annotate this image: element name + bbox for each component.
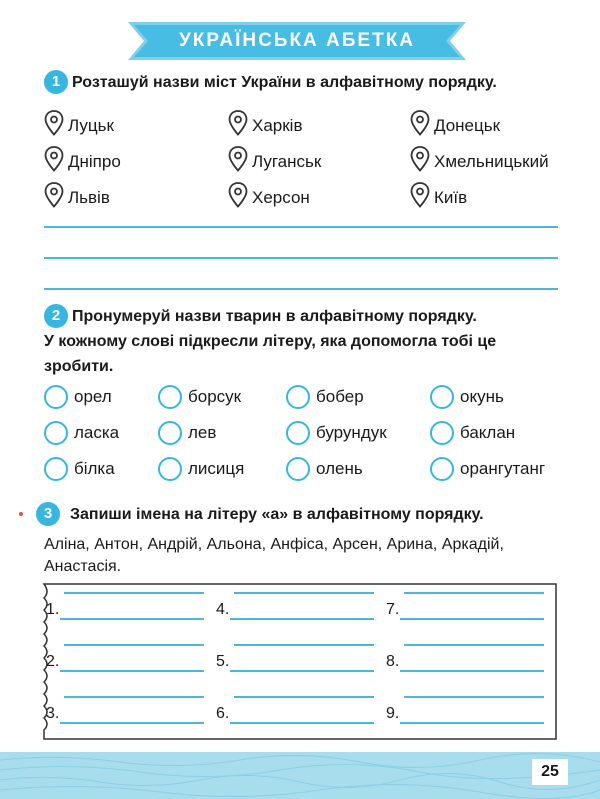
city-name: Луганськ: [252, 152, 322, 171]
animal-name: орел: [74, 387, 112, 406]
map-pin-icon: [44, 146, 64, 172]
margin-dot: [19, 512, 23, 516]
write-line[interactable]: [404, 592, 544, 594]
answer-line: [44, 257, 558, 259]
animal-name: білка: [74, 459, 115, 478]
write-line[interactable]: [234, 644, 374, 646]
task-1-badge: 1: [44, 70, 68, 94]
task-2-line-2: У кожному слові підкресли літеру, яка допомогла тобі це: [44, 333, 497, 350]
write-line[interactable]: [230, 618, 374, 620]
number-circle[interactable]: [286, 457, 310, 481]
city-name: Дніпро: [68, 152, 121, 171]
animal-name: бобер: [316, 387, 364, 406]
slot-number: 2.: [46, 653, 60, 670]
city-name: Луцьк: [68, 116, 114, 135]
page-title: УКРАЇНСЬКА АБЕТКА: [178, 30, 416, 51]
animal-name: лев: [188, 423, 217, 442]
number-circle[interactable]: [286, 385, 310, 409]
slot-number: 6.: [216, 705, 230, 722]
page-number: 25: [532, 759, 568, 785]
write-line[interactable]: [404, 644, 544, 646]
task-3-badge: 3: [36, 502, 60, 526]
map-pin-icon: [228, 110, 248, 136]
number-circle[interactable]: [44, 457, 68, 481]
animal-name: орангутанг: [460, 459, 546, 478]
answer-line: [44, 288, 558, 290]
write-line[interactable]: [60, 722, 204, 724]
slot-number: 9.: [386, 705, 400, 722]
map-pin-icon: [44, 182, 64, 208]
number-circle[interactable]: [44, 385, 68, 409]
task-1-text: Розташуй назви міст України в алфавітному порядку.: [72, 74, 497, 91]
animal-name: бурундук: [316, 423, 387, 442]
answer-line: [44, 226, 558, 228]
answer-frame: [38, 583, 557, 740]
write-line[interactable]: [64, 644, 204, 646]
write-line[interactable]: [60, 618, 204, 620]
slot-number: 5.: [216, 653, 230, 670]
names-text: [44, 534, 564, 578]
names-line-2: Анастасія.: [44, 558, 122, 575]
city-name: Львів: [68, 188, 110, 207]
names-line-1: Аліна, Антон, Андрій, Альона, Анфіса, Арсен, Арина, Аркадій,: [44, 536, 504, 553]
number-circle[interactable]: [430, 457, 454, 481]
city-name: Київ: [434, 188, 468, 207]
write-line[interactable]: [400, 670, 544, 672]
write-line[interactable]: [404, 696, 544, 698]
animal-name: ласка: [74, 423, 120, 442]
number-circle[interactable]: [158, 421, 182, 445]
write-line[interactable]: [234, 592, 374, 594]
slot-number: 3.: [46, 705, 60, 722]
write-line[interactable]: [60, 670, 204, 672]
task-2-badge: 2: [44, 304, 68, 328]
number-circle[interactable]: [286, 421, 310, 445]
write-line[interactable]: [234, 696, 374, 698]
map-pin-icon: [410, 182, 430, 208]
write-line[interactable]: [230, 670, 374, 672]
animal-name: окунь: [460, 387, 504, 406]
animal-name: баклан: [460, 423, 516, 442]
animal-name: олень: [316, 459, 363, 478]
number-circle[interactable]: [158, 385, 182, 409]
title-banner: [128, 22, 466, 60]
city-name: Харків: [252, 116, 303, 135]
map-pin-icon: [410, 110, 430, 136]
city-name: Хмельницький: [434, 152, 549, 171]
animal-name: лисиця: [188, 459, 245, 478]
write-line[interactable]: [400, 722, 544, 724]
slot-number: 7.: [386, 601, 400, 618]
task-3-text: Запиши імена на літеру «а» в алфавітному порядку.: [70, 506, 484, 523]
city-name: Донецьк: [434, 116, 501, 135]
animal-name: борсук: [188, 387, 242, 406]
number-circle[interactable]: [44, 421, 68, 445]
task-2-line-3: зробити.: [44, 358, 114, 375]
slot-number: 8.: [386, 653, 400, 670]
slot-number: 4.: [216, 601, 230, 618]
task-2-line-1: Пронумеруй назви тварин в алфавітному порядку.: [72, 308, 477, 325]
footer-band: [0, 752, 600, 799]
write-line[interactable]: [64, 592, 204, 594]
city-name: Херсон: [252, 188, 310, 207]
slot-number: 1.: [46, 601, 60, 618]
map-pin-icon: [44, 110, 64, 136]
number-circle[interactable]: [430, 385, 454, 409]
number-circle[interactable]: [158, 457, 182, 481]
map-pin-icon: [228, 182, 248, 208]
write-line[interactable]: [400, 618, 544, 620]
write-line[interactable]: [230, 722, 374, 724]
write-line[interactable]: [64, 696, 204, 698]
number-circle[interactable]: [430, 421, 454, 445]
map-pin-icon: [228, 146, 248, 172]
map-pin-icon: [410, 146, 430, 172]
